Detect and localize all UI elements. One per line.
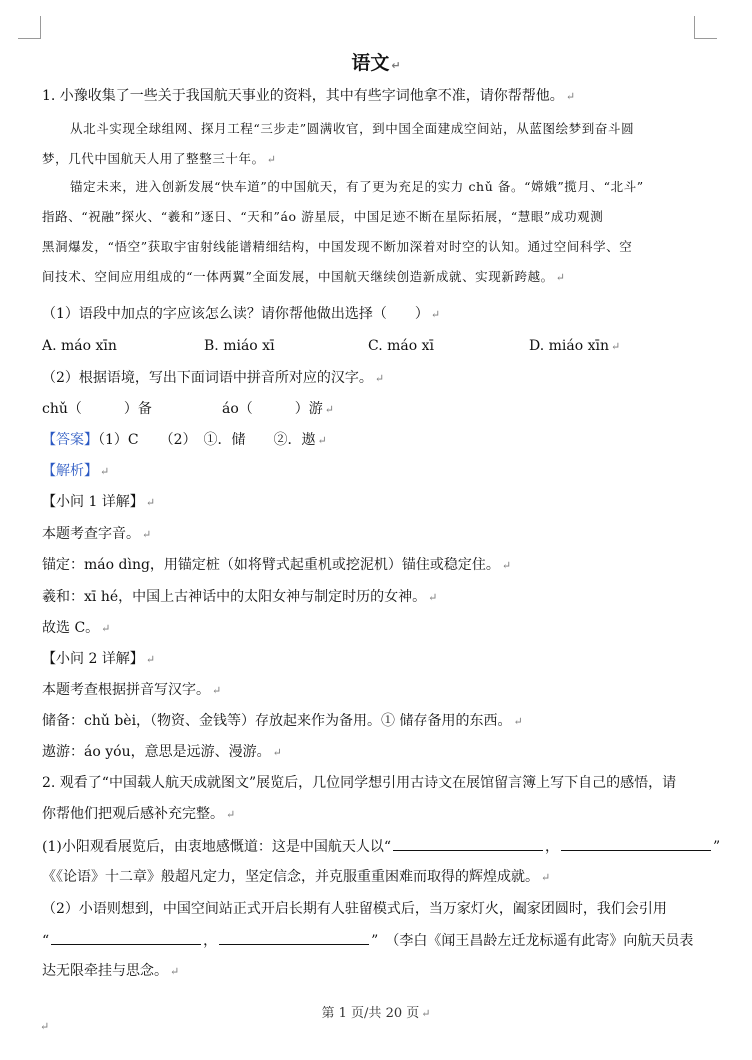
paragraph-mark: ↵: [40, 1020, 50, 1033]
fill-blank-chu: chǔ（ ）备: [42, 401, 152, 417]
q2-sub2-line-1: （2）小语则想到，中国空间站正式开启长期有人驻留模式后，当万家灯火，阖家团圆时，我们会引用: [42, 901, 667, 917]
answer-blank-1[interactable]: [393, 836, 543, 851]
q2-sub1-line-1: (1)小阳观看展览后，由衷地感慨道：这是中国航天人以“ ， ”: [42, 836, 720, 857]
q2-sub1-line-2: 《《论语》十二章》般超凡定力，坚定信念，并克服重重困难而取得的辉煌成就。 ↵: [42, 869, 551, 885]
answer-blank-3[interactable]: [51, 930, 201, 945]
q1-detail2-label: 【小问 2 详解】 ↵: [42, 651, 156, 667]
page-footer: 第 1 页/共 20 页 ↵: [321, 1006, 431, 1021]
answer-blank-4[interactable]: [219, 930, 369, 945]
q2-sub2-line-2: “ ， ” （李白《闻王昌龄左迁龙标遥有此寄》向航天员表: [42, 930, 693, 951]
passage-line-5: 黑洞爆发，“悟空”获取宇宙射线能谱精细结构，中国发现不断加深着对时空的认知。通过空间科学、空: [42, 239, 633, 254]
q1-detail2-line-1: 本题考查根据拼音写汉字。 ↵: [42, 682, 222, 698]
page-title: 语文 ↵: [351, 52, 401, 74]
q1-analysis-label: 【解析】 ↵: [42, 463, 110, 479]
q2-sub2-line-3: 达无限牵挂与思念。 ↵: [42, 963, 180, 979]
q1-detail1-line-4: 故选 C。 ↵: [42, 620, 111, 636]
q1-sub1: （1）语段中加点的字应该怎么读？请你帮他做出选择（ ） ↵: [42, 306, 441, 322]
fill-blank-ao: áo（ ）游 ↵: [222, 401, 334, 417]
q1-detail1-label: 【小问 1 详解】 ↵: [42, 494, 156, 510]
q1-options: [42, 336, 722, 356]
option-a: A. máo xīn: [42, 338, 117, 354]
crop-mark-top-left: [18, 16, 41, 39]
q2-prompt-line-1: 2. 观看了“中国载人航天成就图文”展览后，几位同学想引用古诗文在展馆留言簿上写下自己的感悟，请: [42, 775, 677, 791]
option-d: D. miáo xīn ↵: [529, 338, 621, 354]
passage-line-4: 指路、“祝融”探火、“羲和”逐日、“天和”áo 游星辰，中国足迹不断在星际拓展，“慧眼”成功观测: [42, 209, 604, 224]
q1-detail1-line-2: 锚定：máo dìng，用锚定桩（如将臂式起重机或挖泥机）锚住或稳定住。 ↵: [42, 557, 512, 573]
option-c: C. máo xī: [368, 338, 434, 354]
passage-line-2: 梦，几代中国航天人用了整整三十年。 ↵: [42, 151, 277, 166]
q1-fill-blanks: [42, 399, 722, 419]
passage-line-1: 从北斗实现全球组网、探月工程“三步走”圆满收官，到中国全面建成空间站，从蓝图绘梦到奋斗圆: [70, 121, 635, 136]
q1-detail2-line-3: 遨游：áo yóu，意思是远游、漫游。 ↵: [42, 744, 282, 760]
answer-blank-2[interactable]: [561, 836, 711, 851]
q2-prompt-line-2: 你帮他们把观后感补充完整。 ↵: [42, 806, 236, 822]
crop-mark-top-right: [694, 16, 717, 39]
q1-answer: 【答案】（1）C （2） ①．储 ②．遨 ↵: [42, 432, 327, 448]
q1-detail1-line-1: 本题考查字音。 ↵: [42, 526, 152, 542]
q1-detail2-line-2: 储备：chǔ bèi，（物资、金钱等）存放起来作为备用。① 储存备用的东西。 ↵: [42, 713, 523, 729]
passage-line-6: 间技术、空间应用组成的“一体两翼”全面发展，中国航天继续创造新成就、实现新跨越。 ↵: [42, 269, 566, 284]
q1-sub2: （2）根据语境，写出下面词语中拼音所对应的汉字。 ↵: [42, 370, 385, 386]
q1-detail1-line-3: 羲和：xī hé，中国上古神话中的太阳女神与制定时历的女神。 ↵: [42, 589, 438, 605]
option-b: B. miáo xī: [204, 338, 275, 354]
passage-line-3: 锚定未来，进入创新发展“快车道”的中国航天，有了更为充足的实力 chǔ 备。“嫦娥”揽月、“北斗”: [70, 179, 644, 194]
q1-prompt: 1. 小豫收集了一些关于我国航天事业的资料，其中有些字词他拿不准，请你帮帮他。 ↵: [42, 88, 576, 104]
